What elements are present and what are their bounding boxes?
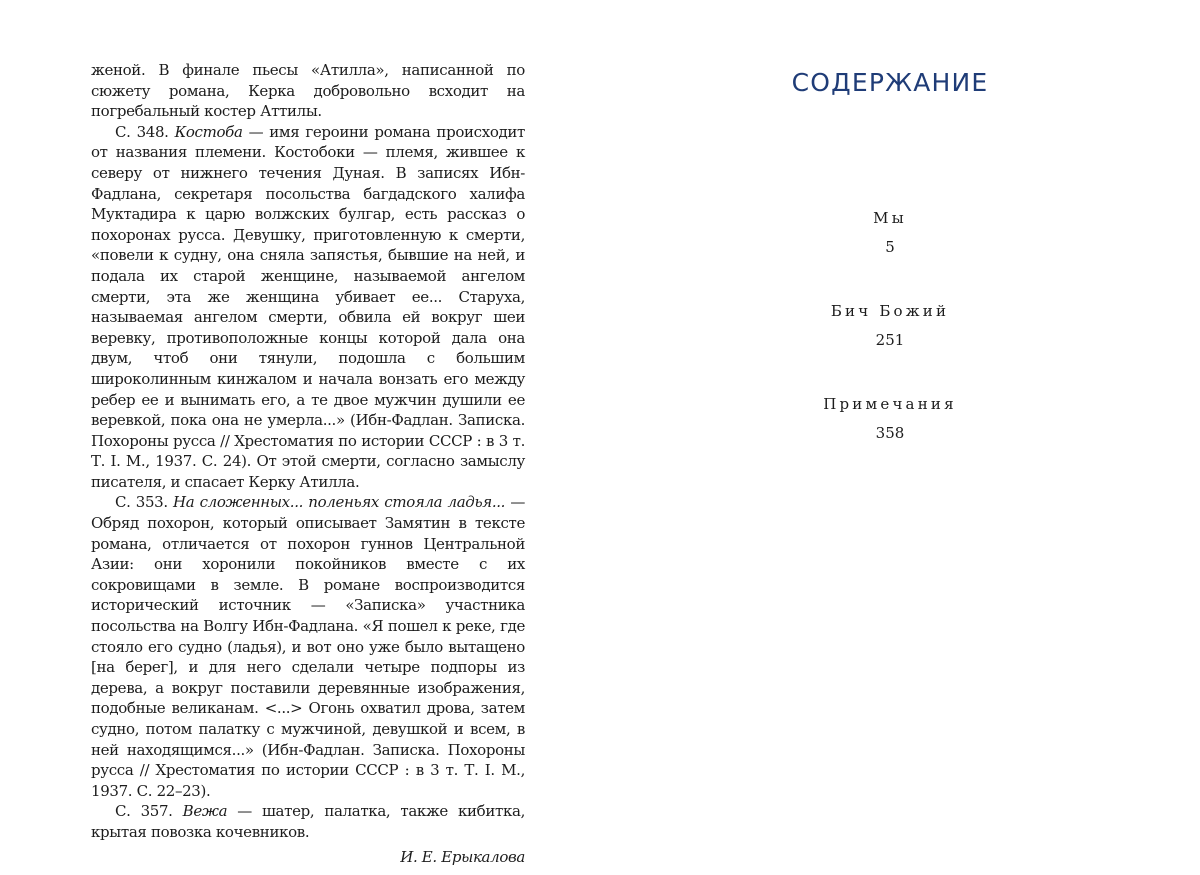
toc-entry-name: Мы — [873, 209, 907, 227]
toc-list — [760, 207, 1020, 444]
toc-entry-page: 5 — [885, 238, 895, 256]
note-page-ref: С. 353. — [115, 493, 174, 512]
note-text: женой. В финале пьесы «Атилла», написанной по сюжету романа, Керка добровольно всходит на погребальный костер Аттилы. — [91, 61, 525, 121]
toc-title: СОДЕРЖАНИЕ — [791, 68, 989, 97]
note-text: — имя героини романа происходит от названия племени. Костобоки — племя, жившее к северу от нижнего течения Дуная. В записях Ибн-Фадлана, секретаря посольства багдадского халифа Муктадира к царю волжских булгар, есть рассказ о похоронах русса. Девушку, приготовленную к смерти, «повели к судну, она сняла запястья, бывшие на ней, и подала их старой женщине, называемой ангелом смерти, эта же женщина убивает ее... Старуха, называемая ангелом смерти, обвила ей вокруг шеи веревку, противоположные концы которой дала она двум, чтоб они тянули, подошла с большим широколинным кинжалом и начала вонзать его между ребер ее и вынимать его, а те двое мужчин душили ее веревкой, пока она не умерла...» (Ибн-Фадлан. Записка. Похороны русса // Хрестоматия по истории СССР : в 3 т. Т. I. М., 1937. С. 24). От этой смерти, согласно замыслу писателя, и спасает Керку Атилла. — [91, 122, 525, 491]
right-page — [760, 60, 1020, 486]
note-vezha — [91, 801, 525, 842]
author-signature: И. Е. Ерыкалова — [400, 847, 525, 866]
toc-entry-bich-bozhiy[interactable] — [760, 300, 1020, 351]
toc-entry-page: 251 — [875, 331, 905, 349]
note-page-ref: С. 348. — [115, 122, 175, 141]
toc-entry-my[interactable] — [760, 207, 1020, 258]
toc-entry-primechaniya[interactable] — [760, 393, 1020, 444]
note-text: — Обряд похорон, который описывает Замятин в тексте романа, отличается от похорон гуннов Центральной Азии: они хоронили покойников вместе с их сокровищами в земле. В романе воспроизводится исторический источник — «Записка» участника посольства на Волгу Ибн-Фадлана. «Я пошел к реке, где стояло его судно (ладья), и вот оно уже было вытащено [на берег], и для него сделали четыре подпоры из дерева, а вокруг поставили деревянные изображения, подобные великанам. <...> Огонь охватил дрова, затем судно, потом палатку с мужчиной, девушкой и всем, в ней находящимся...» (Ибн-Фадлан. Записка. Похороны русса // Хрестоматия по истории СССР : в 3 т. Т. I. М., 1937. С. 22–23). — [91, 493, 525, 800]
toc-entry-name: Бич Божий — [830, 302, 950, 320]
toc-entry-page: 358 — [875, 424, 905, 442]
note-text: — шатер, палатка, также кибитка, крытая повозка кочевников. — [91, 802, 525, 841]
note-term: На сложенных... поленьях стояла ладья... — [173, 493, 506, 512]
toc-entry-name: Примечания — [823, 395, 957, 413]
note-term: Вежа — [182, 802, 228, 821]
note-kostoba — [91, 122, 525, 493]
left-page — [91, 60, 525, 867]
note-page-ref: С. 357. — [115, 802, 183, 821]
note-term: Костоба — [174, 122, 243, 141]
note-ladya — [91, 492, 525, 801]
note-continuation — [91, 60, 525, 122]
